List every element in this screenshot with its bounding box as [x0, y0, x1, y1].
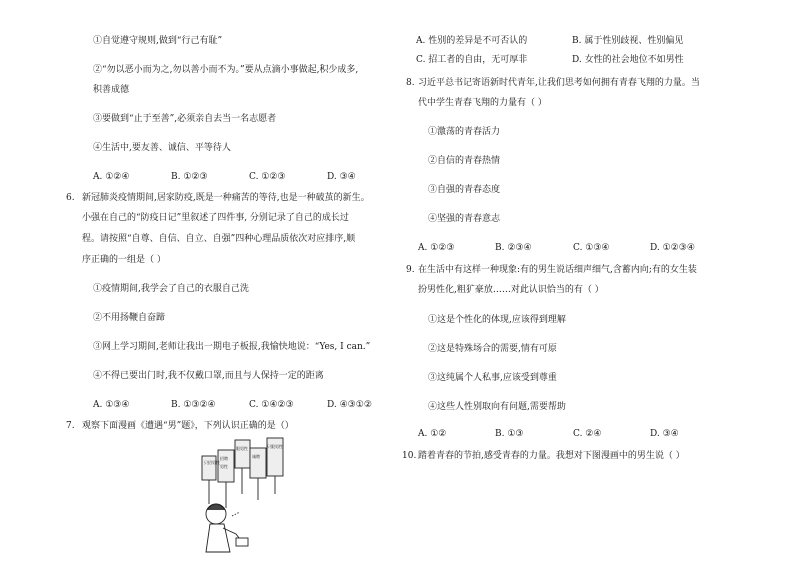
- q9-statement-2: ②这是特殊场合的需要,情有可原: [428, 344, 557, 354]
- sign-text-3: 男性: [220, 464, 228, 469]
- q6-statement-1: ①疫情期间,我学会了自己的衣服自己洗: [93, 284, 249, 294]
- q6-options: [93, 399, 393, 411]
- q8-option-c[interactable]: C. ①③④: [573, 243, 610, 253]
- q5-statement-4: ④生活中,要友善、诚信、平等待人: [93, 143, 231, 153]
- q8-statement-3: ③自强的青春态度: [428, 185, 501, 195]
- q6-option-d[interactable]: D. ④③①②: [327, 400, 372, 410]
- figure-hair: [207, 504, 225, 510]
- q9-statement-1: ①这是个性化的体现,应该得到理解: [428, 315, 566, 325]
- q8-option-b[interactable]: B. ②③④: [495, 243, 532, 253]
- q9-number: 9.: [406, 265, 415, 275]
- figure-body: [206, 524, 230, 552]
- q6-statement-2: ②不用扬鞭自奋蹄: [93, 313, 166, 323]
- q9-stem-line-2: 扮男性化,粗犷豪放……对此认识恰当的有（ ）: [418, 285, 604, 295]
- q5-option-a[interactable]: A. ①②④: [93, 172, 130, 182]
- q5-statement-3: ③要做到“止于至善”,必须亲自去当一名志愿者: [93, 114, 277, 124]
- q5-option-d[interactable]: D. ③④: [327, 172, 356, 182]
- q9-options: [418, 428, 748, 440]
- q6-option-a[interactable]: A. ①③④: [93, 400, 130, 410]
- q6-option-b[interactable]: B. ①③②④: [171, 400, 216, 410]
- figure-folder: [236, 538, 248, 546]
- q8-number: 8.: [406, 78, 415, 88]
- cartoon-illustration: [196, 434, 286, 556]
- q6-stem-line-2: 小强在自己的“防疫日记”里叙述了四件事, 分别记录了自己的成长过: [82, 213, 349, 223]
- q8-option-d[interactable]: D. ①②③④: [650, 243, 695, 253]
- q7-option-b[interactable]: B. 属于性别歧视、性别偏见: [572, 36, 684, 46]
- q5-option-c[interactable]: C. ①②③: [249, 172, 286, 182]
- sign-board-3: [235, 440, 250, 468]
- q10-number: 10.: [402, 451, 417, 461]
- q10-stem: 踏着青春的节拍,感受青春的力量。我想对下图漫画中的男生说（ ）: [418, 451, 685, 461]
- q6-statement-4: ④不得已要出门时,我不仅戴口罩,而且与人保持一定的距离: [93, 371, 324, 381]
- q7-options-row-2: [416, 54, 746, 66]
- sign-text-2: 招聘: [220, 456, 228, 461]
- q6-number: 6.: [66, 193, 75, 203]
- q8-statement-1: ①激荡的青春活力: [428, 127, 501, 137]
- q5-option-b[interactable]: B. ①②③: [171, 172, 208, 182]
- q9-option-b[interactable]: B. ①③: [495, 429, 524, 439]
- q9-stem-line-1: 在生活中有这样一种现象:有的男生说话细声细气,含蓄内向;有的女生装: [418, 265, 697, 275]
- q8-statement-4: ④坚强的青春意志: [428, 214, 501, 224]
- q5-statement-2-cont: 积善成德: [93, 85, 130, 95]
- q7-option-c[interactable]: C. 招工者的自由，无可厚非: [416, 55, 528, 65]
- q6-stem-line-4: 序正确的一组是（ ）: [82, 255, 166, 265]
- q6-statement-3: ③网上学习期间,老师让我出一期电子板报,我愉快地说：“Yes, I can.”: [93, 342, 371, 352]
- q7-option-a[interactable]: A. 性别的差异是不可否认的: [416, 36, 528, 46]
- q9-option-a[interactable]: A. ①②: [418, 429, 447, 439]
- q8-statement-2: ②自信的青春热情: [428, 156, 501, 166]
- q6-option-c[interactable]: C. ①④②③: [249, 400, 294, 410]
- q6-stem-line-3: 程。请按照“自尊、自信、自立、自强”四种心理品质依次对应排序,顺: [82, 234, 356, 244]
- q9-option-d[interactable]: D. ③④: [650, 429, 679, 439]
- q7-options-row-1: [416, 35, 746, 47]
- q7-stem: 观察下面漫画《遭遇“男”题》，下列认识正确的是（）: [82, 421, 294, 431]
- q9-statement-4: ④这些人性别取向有问题,需要帮助: [428, 402, 566, 412]
- q8-option-a[interactable]: A. ①②③: [418, 243, 455, 253]
- q6-stem-line-1: 新冠肺炎疫情期间,居家防疫,既是一种痛苦的等待,也是一种破茧的新生。: [82, 193, 370, 203]
- q5-statement-1: ①自觉遵守规则,做到“行己有耻”: [93, 36, 223, 46]
- q7-option-d[interactable]: D. 女性的社会地位不如男性: [572, 55, 684, 65]
- q7-number: 7.: [66, 421, 75, 431]
- sweat-lines: [232, 512, 240, 516]
- sign-board-4: [250, 448, 266, 478]
- sign-text-5: 诚聘: [252, 454, 260, 459]
- q9-option-c[interactable]: C. ②④: [573, 429, 602, 439]
- sign-text-6: 只限男性: [267, 444, 283, 449]
- q5-statement-2: ②“勿以恶小而为之,勿以善小而不为。”要从点滴小事做起,积少成多,: [93, 65, 359, 75]
- q5-options: [93, 171, 393, 183]
- sign-text-4: 限男性: [236, 446, 248, 451]
- q8-stem-line-1: 习近平总书记寄语新时代青年,让我们思考如何拥有青春飞翔的力量。当: [418, 78, 700, 88]
- q9-statement-3: ③这纯属个人私事,应该受到尊重: [428, 373, 557, 383]
- q8-stem-line-2: 代中学生青春飞翔的力量有（ ）: [418, 98, 547, 108]
- q8-options: [418, 242, 748, 254]
- sign-text-1: 只招男性: [204, 460, 220, 465]
